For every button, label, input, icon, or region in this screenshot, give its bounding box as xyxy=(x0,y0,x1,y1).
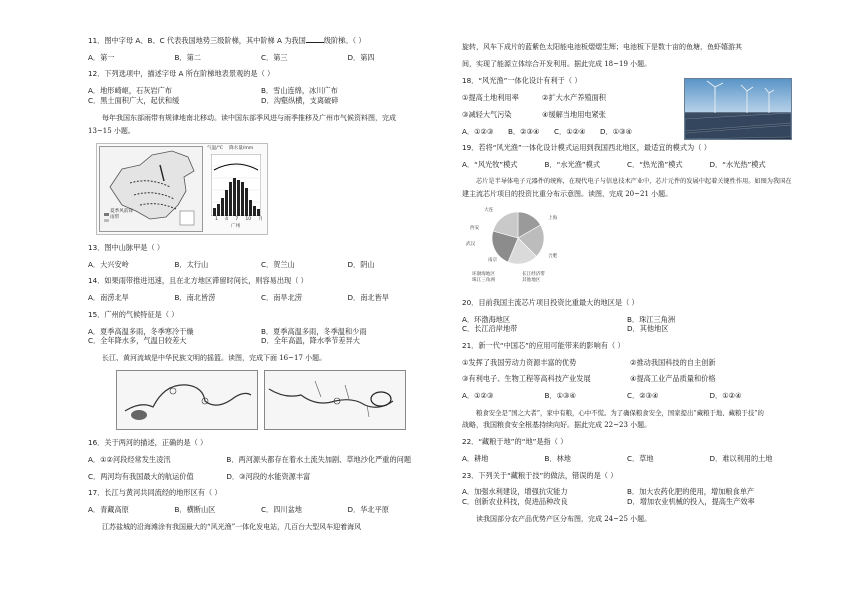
option-a: A．①②③ xyxy=(462,126,494,136)
passage-18-19: 江苏盐城的沿海滩涂有我国最大的“风光渔”一体化发电站，几百台大型风车迎着海风 xyxy=(102,522,362,531)
question-11-options xyxy=(88,53,434,63)
passage-16-17: 长江、黄河流域是中华民族文明的摇篮。读图，完成下面 16~17 小题。 xyxy=(102,354,327,362)
option-a: A．①②河段经常发生凌汛 xyxy=(88,454,171,464)
option-a: A．“风光牧”模式 xyxy=(462,159,518,169)
option-c: C．长江沿岸地带 xyxy=(462,324,518,334)
option-b: B．②③④ xyxy=(508,126,540,136)
question-21-items-row2 xyxy=(462,374,792,384)
item-3: ③减轻大气污染 xyxy=(462,109,512,119)
option-b: B．珠江三角洲 xyxy=(627,314,676,324)
question-17-options xyxy=(88,505,434,515)
legend-item: 长江经济带 xyxy=(522,271,545,277)
passage-24-25: 读我国部分农产品优势产区分布图，完成 24~25 小题。 xyxy=(476,514,652,523)
option-a: A．①②③ xyxy=(462,391,494,401)
option-c: C．四川盆地 xyxy=(261,505,302,515)
question-stem-tail: 级阶梯。（ ） xyxy=(323,36,366,45)
question-21-items-row1 xyxy=(462,358,792,368)
option-d: D．难以利用的土地 xyxy=(709,453,773,463)
question-16-options-row1 xyxy=(88,455,434,465)
yangtze-river-map xyxy=(264,370,406,430)
answer-blank xyxy=(306,37,324,43)
question-13: 13．图中山脉甲是（ ） xyxy=(88,242,165,252)
question-19-options xyxy=(462,160,792,170)
month-tick: 10 xyxy=(245,216,252,222)
passage-22-23: 粮食安全是“国之大者”，家中有粮，心中不慌。为了确保粮食安全，国家提出“藏粮于地、藏粮于技”的 xyxy=(476,408,764,417)
item-2: ②推动我国科技的自主创新 xyxy=(630,357,716,367)
question-17: 17．长江与黄河共同流经的地形区有（ ） xyxy=(88,488,222,498)
passage-18-19-cont2: 间，实现了能源立体综合开发利用。据此完成 18~19 小题。 xyxy=(462,60,652,69)
option-c: C．全年降水多，气温日较差大 xyxy=(88,336,187,346)
passage-13-15: 每年我国东部雨带有规律地南北移动。读中国东部季风进与雨季推移及广州市气候资料图，完成 xyxy=(102,113,396,122)
question-15: 15．广州的气候特征是（ ） xyxy=(88,309,179,319)
option-d: D．沟壑纵横，支离破碎 xyxy=(261,95,339,105)
pie-label-hefei: 合肥 xyxy=(548,253,558,259)
pie-legend xyxy=(472,272,572,284)
passage-18-19-cont: 旋转，风车下成片的蓝紫色太阳能电池板熠熠生辉；电池板下是数十亩的鱼塘，鱼虾嬉游其 xyxy=(462,43,742,51)
option-c: C．两河均有我国最大的航运价值 xyxy=(88,471,194,481)
passage-20-21-cont: 建主流芯片项目的投资比重分布示意图。读图，完成 20~21 小题。 xyxy=(462,189,673,198)
option-d: D．③河段的水能资源丰富 xyxy=(226,471,311,481)
option-b: B．加大农药化肥的使用，增加粮食单产 xyxy=(627,487,755,497)
legend-item: 珠江三角洲 xyxy=(472,277,495,283)
option-b: B．太行山 xyxy=(174,259,209,269)
option-d: D．①②④ xyxy=(709,391,742,401)
question-22-options xyxy=(462,454,792,464)
question-23: 23．下列关于“藏粮于技”的做法，错误的是（ ） xyxy=(462,470,618,480)
option-b: B．两河源头都存在着水土流失加剧、草地沙化严重的问题 xyxy=(226,454,412,464)
option-a: A．地形崎岖，石灰岩广布 xyxy=(88,86,172,96)
wind-solar-photo xyxy=(684,78,792,140)
yellow-river-map xyxy=(116,370,258,430)
question-22: 22．“藏粮于地”的“地”是指（ ） xyxy=(462,437,568,447)
question-16-options-row2 xyxy=(88,472,434,482)
climate-temp-label: 气温/℃ xyxy=(207,145,223,151)
month-tick: 4 xyxy=(225,216,229,222)
month-tick: 月 xyxy=(258,216,263,222)
pie-label-dalian: 大连 xyxy=(484,207,494,213)
option-a: A．第一 xyxy=(88,52,115,62)
question-12-options xyxy=(88,86,434,105)
item-1: ①发挥了我国劳动力资源丰富的优势 xyxy=(462,357,577,367)
option-d: D．阴山 xyxy=(347,259,375,269)
map-legend-1: 夏季风前锋 xyxy=(110,208,133,214)
option-b: B．第二 xyxy=(174,52,201,62)
option-a: A．环渤海地区 xyxy=(462,314,511,324)
option-b: B．夏季高温多雨，冬季温和少雨 xyxy=(261,326,367,336)
climate-city-label: 广州 xyxy=(231,223,241,229)
option-a: A．耕地 xyxy=(462,453,489,463)
question-23-options xyxy=(462,487,792,506)
question-11 xyxy=(88,36,434,46)
yangtze-yellow-river-figure xyxy=(116,370,406,430)
legend-item: 其他地区 xyxy=(522,277,541,283)
item-4: ④缓解当地用电紧张 xyxy=(542,109,606,119)
question-18: 18．“风光渔”一体化设计有利于（ ） xyxy=(462,76,582,86)
pie-label-wuhan: 武汉 xyxy=(466,241,476,247)
climate-precip-label: 降水量/mm xyxy=(229,145,254,151)
pie-label-xian: 西安 xyxy=(470,225,480,231)
item-3: ③有利电子、生物工程等高科技产业发展 xyxy=(462,374,591,384)
item-4: ④提高工业产品质量和价格 xyxy=(630,374,716,384)
passage-22-23-cont: 战略，我国粮食安全根基持续向好。据此完成 22~23 小题。 xyxy=(462,421,652,430)
guangzhou-climate-chart xyxy=(207,146,265,232)
climate-month-axis xyxy=(215,217,263,223)
option-d: D．其他地区 xyxy=(627,324,669,334)
option-b: B．林地 xyxy=(544,453,571,463)
option-c: C．②③④ xyxy=(627,391,659,401)
month-tick: 7 xyxy=(235,216,239,222)
option-a: A．南涝北旱 xyxy=(88,293,129,303)
option-c: C．创新农业科技，促进品种改良 xyxy=(462,497,568,507)
option-c: C．南旱北涝 xyxy=(261,293,302,303)
option-b: B．横断山区 xyxy=(174,505,216,515)
option-b: B．南北皆涝 xyxy=(174,293,216,303)
question-20-options xyxy=(462,315,792,334)
china-map xyxy=(99,146,203,232)
option-c: C．黑土面积广大，起伏和缓 xyxy=(88,95,180,105)
question-16: 16．关于两河的描述，正确的是（ ） xyxy=(88,438,208,448)
question-19: 19．若将“风光渔”一体化设计模式运用到我国西北地区，最适宜的模式为（ ） xyxy=(462,143,711,153)
option-b: B．①③④ xyxy=(544,391,576,401)
option-d: D．全年高温，降水季节差异大 xyxy=(261,336,360,346)
question-stem: 11．图中字母 A、B、C 代表我国地势三级阶梯，其中阶梯 A 为我国 xyxy=(88,36,306,45)
question-13-options xyxy=(88,260,434,270)
option-a: A．大兴安岭 xyxy=(88,259,129,269)
pie-label-shanghai: 上海 xyxy=(548,215,558,221)
option-c: C．第三 xyxy=(261,52,288,62)
option-c: C．“热光渔”模式 xyxy=(627,159,683,169)
question-14: 14．如果雨带推进迅速，且在北方地区滞留时间长，则容易出现（ ） xyxy=(88,276,308,286)
option-d: D．①③④ xyxy=(600,126,633,136)
chip-investment-pie-figure xyxy=(466,206,570,292)
option-c: C．贺兰山 xyxy=(261,259,295,269)
passage-20-21: 芯片是半导体电子元器件的统称，在现代电子与信息技术产业中，芯片元件的发展中起着关键性作用。如图为我国在 xyxy=(476,177,792,185)
item-2: ②扩大水产养殖面积 xyxy=(542,93,606,103)
question-20: 20．目前我国主流芯片项目投资比重最大的地区是（ ） xyxy=(462,297,639,307)
option-c: C．草地 xyxy=(627,453,654,463)
option-b: B．雪山连绵，冰川广布 xyxy=(261,86,338,96)
month-tick: 1 xyxy=(215,216,218,222)
map-legend-2: 雨带 xyxy=(110,214,120,220)
question-21: 21．新一代“中国芯”的应用可能带来的影响有（ ） xyxy=(462,340,625,350)
option-a: A．青藏高原 xyxy=(88,505,129,515)
option-d: D．增加农业机械的投入，提高生产效率 xyxy=(627,497,755,507)
item-1: ①提高土地利用率 xyxy=(462,93,519,103)
pie-label-nanjing: 南京 xyxy=(488,257,498,263)
option-d: D．华北平原 xyxy=(347,505,389,515)
option-d: D．“水光热”模式 xyxy=(709,159,766,169)
question-14-options xyxy=(88,293,434,303)
option-d: D．南北皆旱 xyxy=(347,293,389,303)
question-21-options xyxy=(462,391,792,401)
china-monsoon-map-figure xyxy=(96,143,268,235)
question-15-options xyxy=(88,327,434,346)
option-a: A．夏季高温多雨，冬季寒冷干燥 xyxy=(88,326,194,336)
legend-item: 环渤海地区 xyxy=(472,271,495,277)
right-column xyxy=(462,42,792,531)
option-a: A．加强水利建设，增强抗灾能力 xyxy=(462,487,568,497)
option-c: C．①②④ xyxy=(554,126,586,136)
option-d: D．第四 xyxy=(347,52,375,62)
left-column xyxy=(88,36,434,539)
passage-13-15-cont: 13~15 小题。 xyxy=(88,126,135,135)
option-b: B．“水光渔”模式 xyxy=(544,159,601,169)
question-12: 12．下列选项中，描述字母 A 所在阶梯地表景观的是（ ） xyxy=(88,69,275,79)
